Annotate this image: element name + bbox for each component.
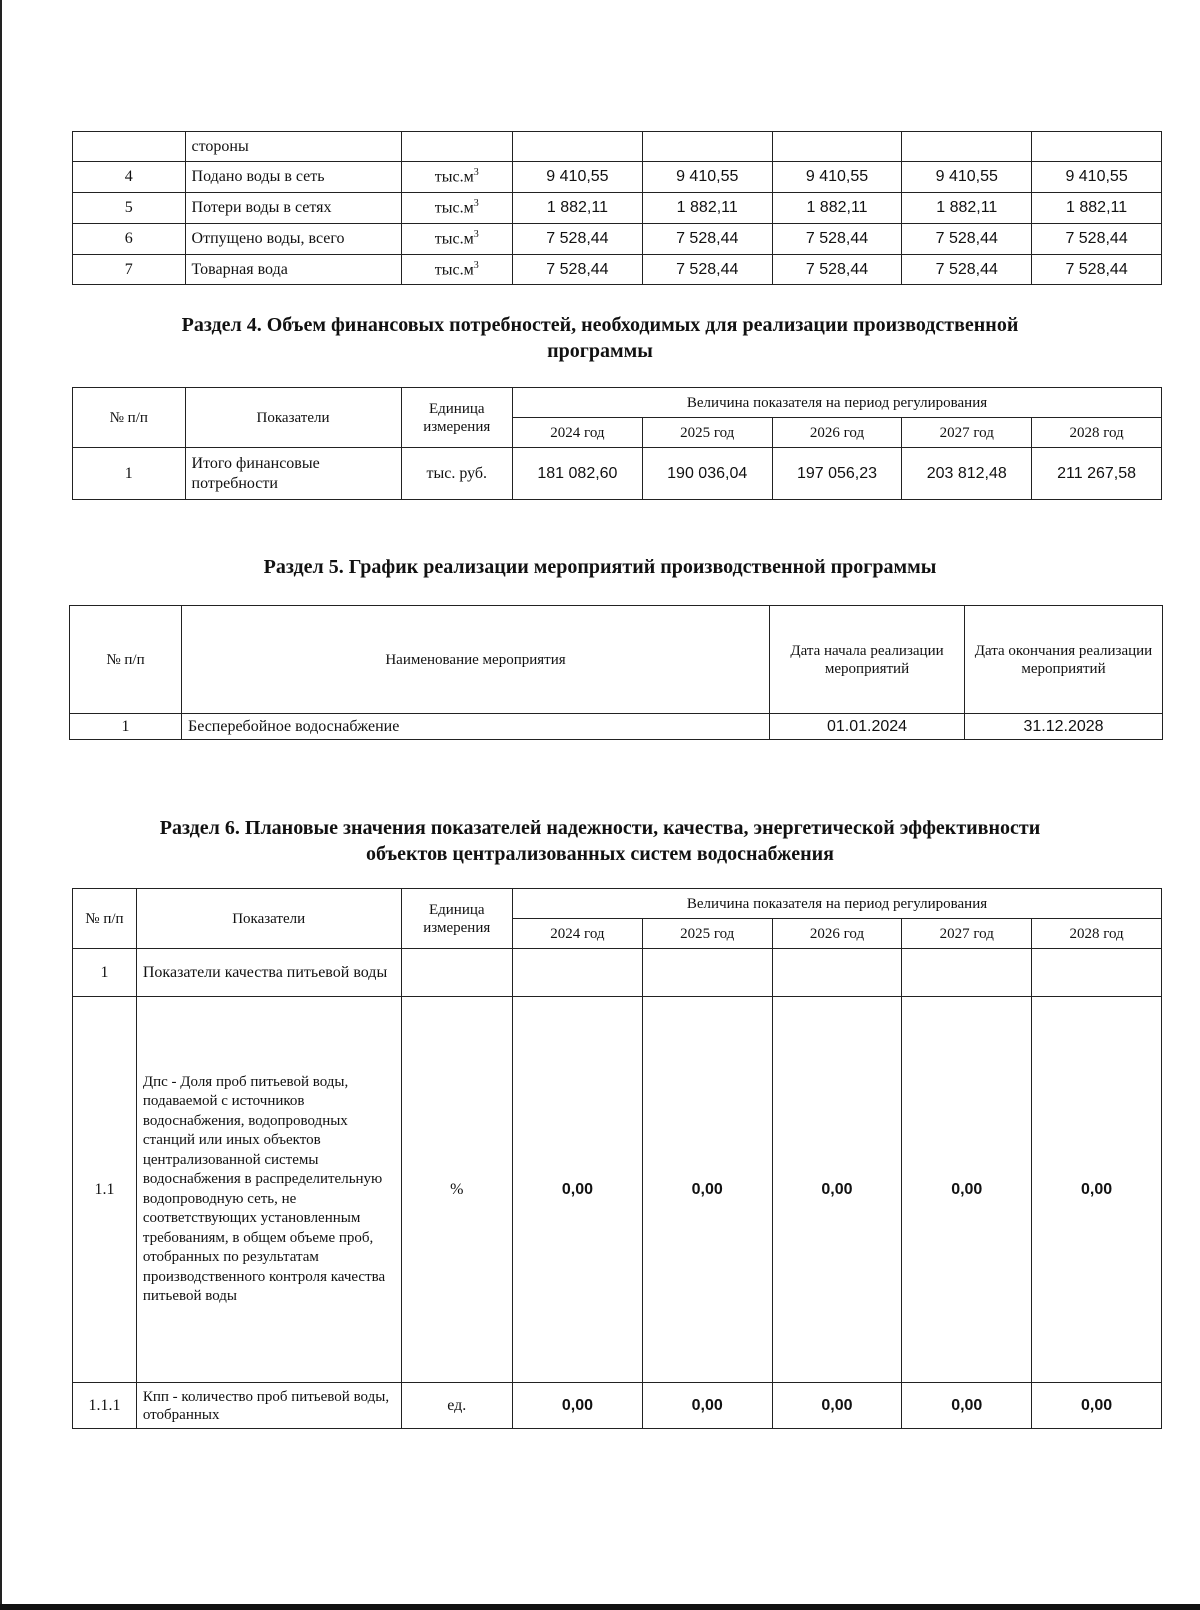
year-header: 2026 год <box>772 418 902 448</box>
row-name-cell: Показатели качества питьевой воды <box>136 949 401 997</box>
unit-cell: $тыс.м^3$ <box>401 224 513 255</box>
value-cell: 0,00 <box>772 1383 902 1429</box>
year-header: 2025 год <box>642 418 772 448</box>
row-number: 1 <box>73 448 186 500</box>
value-cell: 7 528,44 <box>642 224 772 255</box>
year-header: 2025 год <box>642 919 772 949</box>
value-cell <box>513 949 643 997</box>
table-row <box>70 714 1163 740</box>
value-cell: 7 528,44 <box>772 255 902 285</box>
row-number: 6 <box>73 224 186 255</box>
reliability-indicators-table <box>72 888 1162 1429</box>
table-row <box>73 997 1162 1383</box>
value-cell: 9 410,55 <box>513 162 643 193</box>
row-name-cell: Кпп - количество проб питьевой воды, отобранных <box>136 1383 401 1429</box>
value-cell: 1 882,11 <box>1032 193 1162 224</box>
value-cell: 7 528,44 <box>772 224 902 255</box>
year-header: 2028 год <box>1032 919 1162 949</box>
value-cell: 0,00 <box>902 997 1032 1383</box>
table-row <box>73 132 1162 162</box>
value-cell: 9 410,55 <box>642 162 772 193</box>
header-row <box>73 388 1162 418</box>
scan-bottom-edge <box>0 1604 1200 1610</box>
col-header-indicators: Показатели <box>136 889 401 949</box>
unit-cell: тыс. руб. <box>401 448 513 500</box>
row-number: 7 <box>73 255 186 285</box>
unit-cell: $тыс.м^3$ <box>401 162 513 193</box>
col-header-period: Величина показателя на период регулирования <box>513 388 1162 418</box>
value-cell <box>772 949 902 997</box>
value-cell: 0,00 <box>513 1383 643 1429</box>
value-cell <box>902 949 1032 997</box>
value-cell: 7 528,44 <box>1032 255 1162 285</box>
value-cell: 0,00 <box>902 1383 1032 1429</box>
col-header-period: Величина показателя на период регулирования <box>513 889 1162 919</box>
value-cell: 9 410,55 <box>772 162 902 193</box>
value-cell: 0,00 <box>1032 997 1162 1383</box>
value-cell: 0,00 <box>1032 1383 1162 1429</box>
col-header-num: № п/п <box>73 889 137 949</box>
unit-cell: % <box>401 997 513 1383</box>
row-number: 1.1.1 <box>73 1383 137 1429</box>
row-name-cell: Подано воды в сеть <box>185 162 401 193</box>
value-cell: 1 882,11 <box>772 193 902 224</box>
value-cell: 9 410,55 <box>1032 162 1162 193</box>
water-balance-table <box>72 131 1162 285</box>
row-number: 1 <box>70 714 182 740</box>
row-number: 1 <box>73 949 137 997</box>
value-cell: 181 082,60 <box>513 448 643 500</box>
header-row <box>70 606 1163 714</box>
unit-cell: $тыс.м^3$ <box>401 255 513 285</box>
scan-edge-line <box>0 0 2 1610</box>
table-row <box>73 193 1162 224</box>
start-date-cell: 01.01.2024 <box>770 714 965 740</box>
col-header-end-date: Дата окончания реализации мероприятий <box>965 606 1163 714</box>
year-header: 2024 год <box>513 919 643 949</box>
row-name-cell: Потери воды в сетях <box>185 193 401 224</box>
section6-title: Раздел 6. Плановые значения показателей надежности, качества, энергетической эффективности объектов централизованных систем водоснабжения <box>159 817 1041 866</box>
value-cell: 211 267,58 <box>1032 448 1162 500</box>
col-header-unit: Единица измерения <box>401 388 513 448</box>
col-header-num: № п/п <box>73 388 186 448</box>
section5-title: Раздел 5. График реализации мероприятий производственной программы <box>263 556 937 578</box>
col-header-event-name: Наименование мероприятия <box>182 606 770 714</box>
col-header-unit: Единица измерения <box>401 889 513 949</box>
value-cell: 7 528,44 <box>513 255 643 285</box>
value-cell: 190 036,04 <box>642 448 772 500</box>
value-cell: 1 882,11 <box>642 193 772 224</box>
year-header: 2026 год <box>772 919 902 949</box>
row-number: 5 <box>73 193 186 224</box>
unit-cell <box>401 949 513 997</box>
value-cell <box>642 949 772 997</box>
row-name-cell: Отпущено воды, всего <box>185 224 401 255</box>
value-cell: 197 056,23 <box>772 448 902 500</box>
value-cell: 1 882,11 <box>513 193 643 224</box>
row-name-cell: Дпс - Доля проб питьевой воды, подаваемой с источников водоснабжения, водопроводных станций или иных объектов централизованной системы водоснабжения в распределительную водопроводную сеть, не соответствующих установленным требованиям, в общем объеме проб, отобранных по результатам производственного контроля качества питьевой воды <box>136 997 401 1383</box>
value-cell: 203 812,48 <box>902 448 1032 500</box>
financial-needs-table <box>72 387 1162 500</box>
row-name-cell: Товарная вода <box>185 255 401 285</box>
row-number: 4 <box>73 162 186 193</box>
row-number: 1.1 <box>73 997 137 1383</box>
unit-cell: $тыс.м^3$ <box>401 193 513 224</box>
value-cell: 0,00 <box>642 1383 772 1429</box>
schedule-table <box>69 605 1163 740</box>
year-header: 2027 год <box>902 919 1032 949</box>
table-row <box>73 255 1162 285</box>
value-cell: 7 528,44 <box>902 255 1032 285</box>
value-cell <box>1032 949 1162 997</box>
row-name-cell: Итого финансовые потребности <box>185 448 401 500</box>
col-header-num: № п/п <box>70 606 182 714</box>
value-cell: 7 528,44 <box>642 255 772 285</box>
year-header: 2028 год <box>1032 418 1162 448</box>
header-row <box>73 889 1162 919</box>
event-name-cell: Бесперебойное водоснабжение <box>182 714 770 740</box>
col-header-start-date: Дата начала реализации мероприятий <box>770 606 965 714</box>
col-header-indicators: Показатели <box>185 388 401 448</box>
value-cell: 0,00 <box>642 997 772 1383</box>
value-cell: 7 528,44 <box>1032 224 1162 255</box>
value-cell: 0,00 <box>513 997 643 1383</box>
end-date-cell: 31.12.2028 <box>965 714 1163 740</box>
year-header: 2024 год <box>513 418 643 448</box>
row-name-cell: стороны <box>185 132 401 162</box>
table-row <box>73 949 1162 997</box>
section4-title: Раздел 4. Объем финансовых потребностей, необходимых для реализации производственной программы <box>181 314 1019 363</box>
value-cell: 0,00 <box>772 997 902 1383</box>
value-cell: 1 882,11 <box>902 193 1032 224</box>
table-row <box>73 1383 1162 1429</box>
table-row <box>73 224 1162 255</box>
value-cell: 9 410,55 <box>902 162 1032 193</box>
table-row <box>73 448 1162 500</box>
value-cell: 7 528,44 <box>902 224 1032 255</box>
unit-cell: ед. <box>401 1383 513 1429</box>
year-header: 2027 год <box>902 418 1032 448</box>
value-cell: 7 528,44 <box>513 224 643 255</box>
table-row <box>73 162 1162 193</box>
